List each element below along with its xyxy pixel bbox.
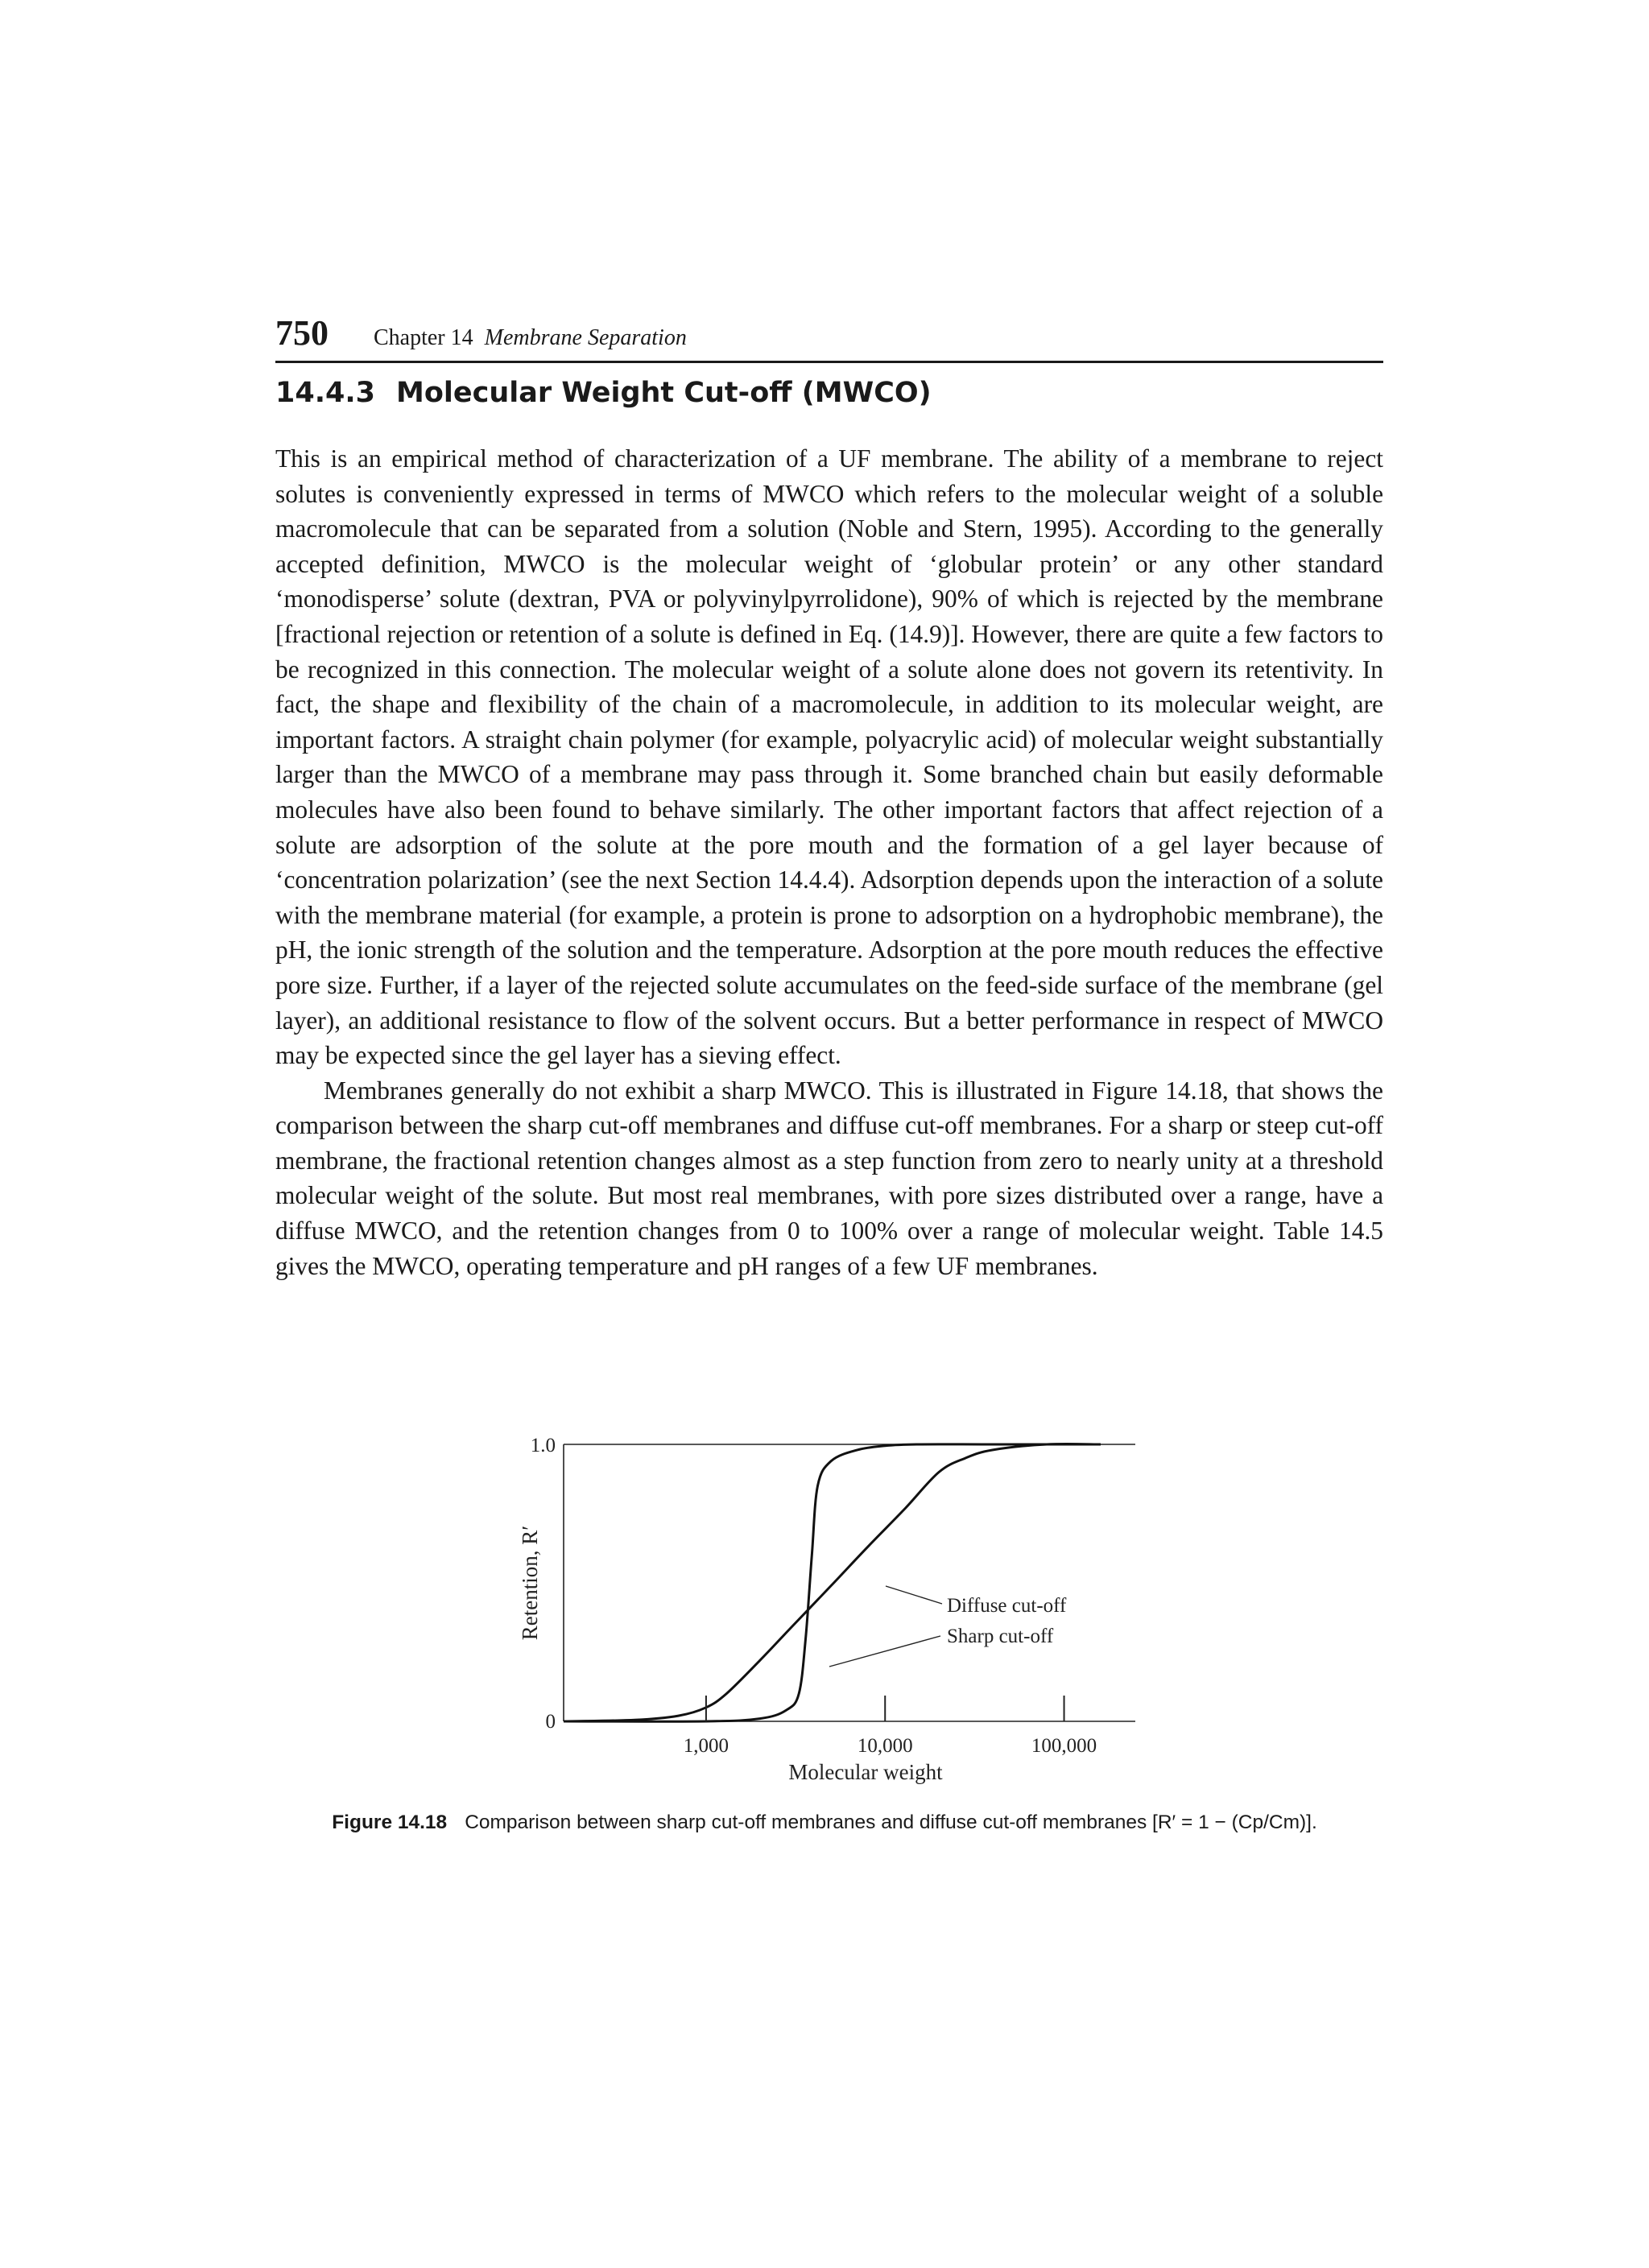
retention-chart bbox=[499, 1425, 1159, 1803]
x-axis-title: Molecular weight bbox=[788, 1760, 943, 1784]
y-tick-label-bottom: 0 bbox=[545, 1711, 556, 1733]
figure-caption bbox=[0, 1812, 1649, 1834]
paragraph-1: This is an empirical method of characterization of a UF membrane. The ability of a membrane to reject solutes is conveniently expressed in terms of MWCO which refers to the molecular weight of a soluble macromolecule that can be separated from a solution (Noble and Stern, 1995). According to the generally accepted definition, MWCO is the molecular weight of ‘globular protein’ or any other standard ‘monodisperse’ solute (dextran, PVA or polyvinylpyrrolidone), 90% of which is rejected by the membrane [fractional rejection or retention of a solute is defined in Eq. (14.9)]. However, there are quite a few factors to be recognized in this connection. The molecular weight of a solute alone does not govern its retentivity. In fact, the shape and flexibility of the chain of a macromolecule, in addition to its molecular weight, are important factors. A straight chain polymer (for example, polyacrylic acid) of molecular weight substantially larger than the MWCO of a membrane may pass through it. Some branched chain but easily deformable molecules have also been found to behave similarly. The other important factors that affect rejection of a solute are adsorption of the solute at the pore mouth and the formation of a gel layer because of ‘concentration polarization’ (see the next Section 14.4.4). Adsorption depends upon the interaction of a solute with the membrane material (for example, a protein is prone to adsorption on a hydrophobic membrane), the pH, the ionic strength of the solution and the temperature. Adsorption at the pore mouth reduces the effective pore size. Further, if a layer of the rejected solute accumulates on the feed-side surface of the membrane (gel layer), an additional resistance to flow of the solvent occurs. But a better performance in respect of MWCO may be expected since the gel layer has a sieving effect. bbox=[275, 444, 1383, 1070]
section-title: Molecular Weight Cut-off (MWCO) bbox=[396, 377, 932, 409]
sharp-leader-line bbox=[829, 1636, 940, 1667]
chart-labels bbox=[518, 1435, 1067, 1784]
diffuse-leader-line bbox=[886, 1586, 942, 1604]
caption-label: Figure 14.18 bbox=[332, 1812, 448, 1833]
page-number: 750 bbox=[275, 313, 329, 353]
diffuse-annotation: Diffuse cut-off bbox=[947, 1595, 1067, 1617]
figure-14-18 bbox=[499, 1425, 1159, 1803]
y-axis-title: Retention, R′ bbox=[518, 1525, 542, 1641]
x-tick-label: 1,000 bbox=[683, 1735, 729, 1757]
x-tick-label: 100,000 bbox=[1031, 1735, 1097, 1757]
body-text bbox=[275, 441, 1383, 1283]
x-tick-label: 10,000 bbox=[857, 1735, 913, 1757]
section-heading bbox=[275, 377, 932, 409]
paragraph-2: Membranes generally do not exhibit a sharp MWCO. This is illustrated in Figure 14.18, that shows the comparison between the sharp cut-off membranes and diffuse cut-off membranes. For a sharp or steep cut-off membrane, the fractional retention changes almost as a step function from zero to nearly unity at a threshold molecular weight of the solute. But most real membranes, with pore sizes distributed over a range, have a diffuse MWCO, and the retention changes from 0 to 100% over a range of molecular weight. Table 14.5 gives the MWCO, operating temperature and pH ranges of a few UF membranes. bbox=[275, 1076, 1383, 1280]
chapter-subject: Membrane Separation bbox=[484, 325, 687, 350]
running-header bbox=[275, 312, 1383, 363]
diffuse-cutoff-curve bbox=[564, 1444, 1101, 1721]
chart-axes bbox=[564, 1444, 1135, 1721]
sharp-annotation: Sharp cut-off bbox=[947, 1626, 1054, 1647]
chapter-label: Chapter 14 bbox=[374, 325, 473, 350]
chart-curves bbox=[564, 1444, 1101, 1722]
section-number: 14.4.3 bbox=[275, 377, 376, 409]
chart-ticks bbox=[684, 1696, 1097, 1757]
caption-text: Comparison between sharp cut-off membranes and diffuse cut-off membranes [R′ = 1 − (Cp/Cm)]. bbox=[465, 1812, 1317, 1833]
running-head bbox=[374, 325, 687, 351]
y-tick-label-top: 1.0 bbox=[530, 1435, 556, 1456]
